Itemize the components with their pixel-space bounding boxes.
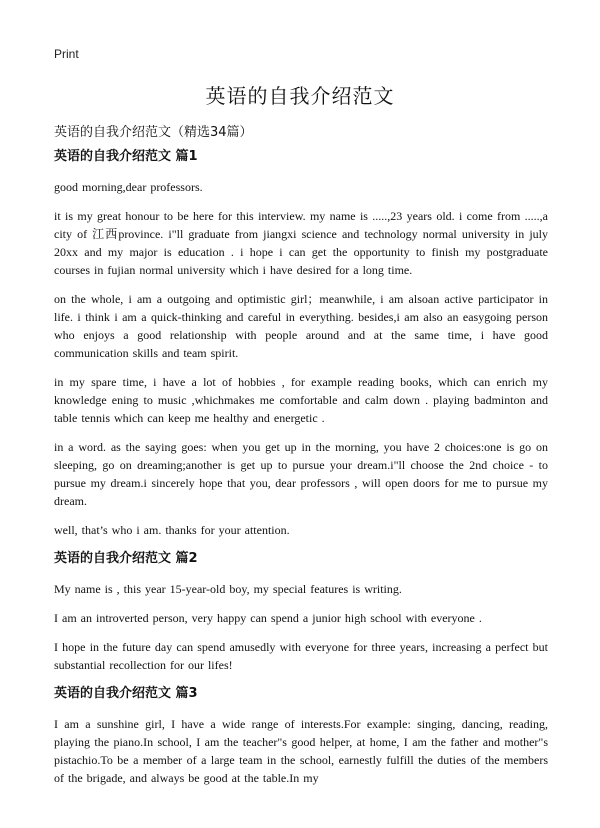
document-subtitle: 英语的自我介绍范文（精选34篇） <box>54 125 253 140</box>
paragraph: My name is , this year 15-year-old boy, my special features is writing. <box>54 582 402 596</box>
section-heading: 英语的自我介绍范文 篇2 <box>54 551 198 566</box>
paragraph: it is my great honour to be here for this interview. my name is .....,23 years old. i come from .....,a city of 江西province. i"ll graduate from jiangxi science and technology normal university in july 20xx and my major is education . i hope i can get the opportunity to finish my postgraduate courses in fujian normal university which i have desired for a long time. <box>54 209 548 277</box>
document-title: 英语的自我介绍范文 <box>205 84 395 108</box>
section-heading: 英语的自我介绍范文 篇3 <box>54 686 198 701</box>
paragraph: I am a sunshine girl, I have a wide range of interests.For example: singing, dancing, reading, playing the piano.In school, I am the teacher"s good helper, at home, I am the father and mother"s pistachio.To be a member of a large team in the school, earnestly fulfill the duties of the members of the brigade, and always be good at the table.In my <box>54 717 548 785</box>
section-heading: 英语的自我介绍范文 篇1 <box>54 149 198 164</box>
section-3 <box>54 685 548 787</box>
section-1 <box>54 148 548 539</box>
paragraph: I hope in the future day can spend amusedly with everyone for three years, increasing a perfect but substantial recollection for our lifes! <box>54 640 548 672</box>
document-body <box>54 148 548 798</box>
paragraph: in a word. as the saying goes: when you get up in the morning, you have 2 choices:one is go on sleeping, go on dreaming;another is get up to pursue your dream.i"ll choose the 2nd choice - to pursue my dream.i sincerely hope that you, dear professors , will open doors for me to pursue my dream. <box>54 440 548 508</box>
paragraph: in my spare time, i have a lot of hobbies , for example reading books, which can enrich my knowledge ening to music ,whichmakes me comfortable and calm down . playing badminton and table tennis which can keep me healthy and energetic . <box>54 375 548 425</box>
paragraph: good morning,dear professors. <box>54 180 203 194</box>
section-2 <box>54 550 548 674</box>
paragraph: I am an introverted person, very happy can spend a junior high school with everyone . <box>54 611 482 625</box>
paragraph: on the whole, i am a outgoing and optimistic girl；meanwhile, i am alsoan active participator in life. i think i am a quick-thinking and careful in everything. besides,i am also an easygoing person who enjoys a good relationship with people around and at the same time, i have good communication skills and team spirit. <box>54 292 548 360</box>
print-link[interactable]: Print <box>54 47 79 61</box>
paragraph: well, that’s who i am. thanks for your attention. <box>54 523 290 537</box>
